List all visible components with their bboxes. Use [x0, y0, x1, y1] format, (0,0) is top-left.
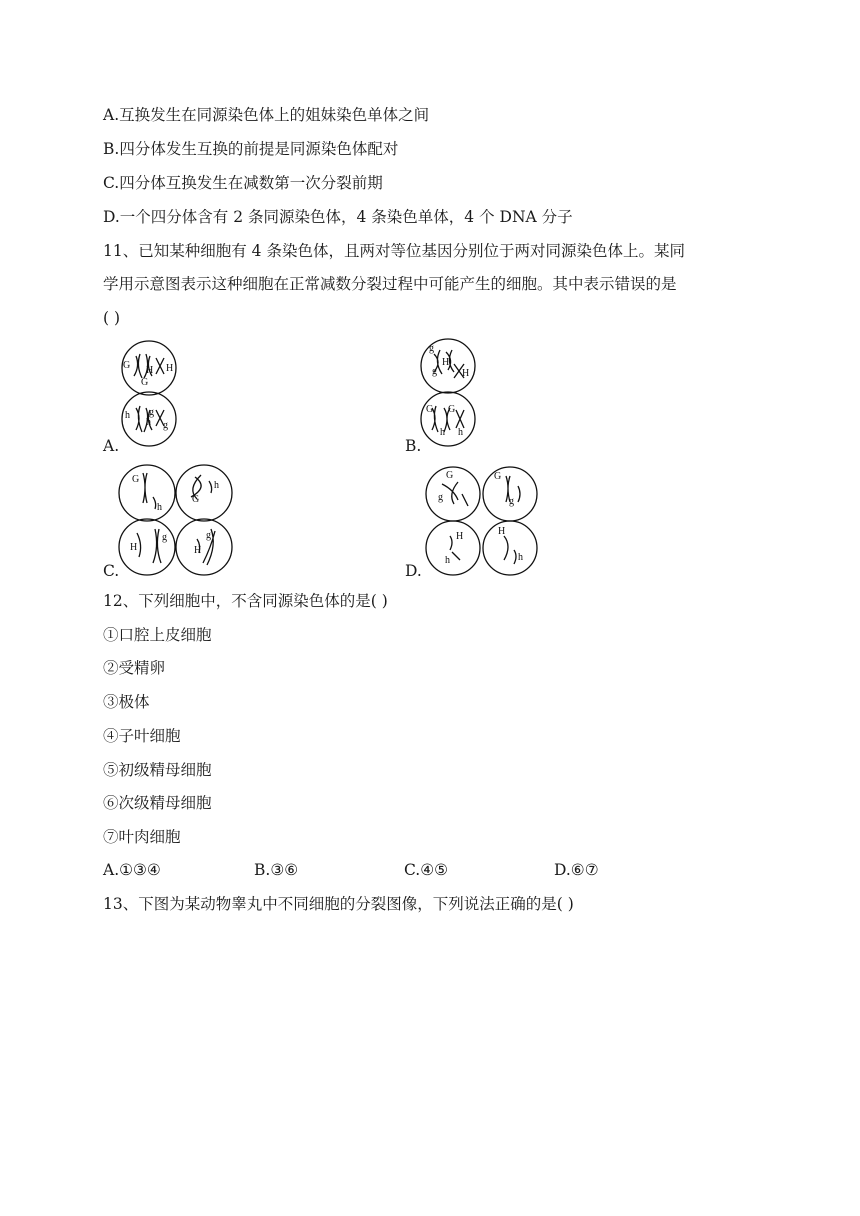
- gene-label: G: [132, 474, 140, 485]
- gene-label: g: [206, 530, 211, 541]
- q12-option-d: D.⑥⑦: [554, 861, 599, 879]
- gene-label: G: [448, 404, 456, 415]
- gene-label: H: [462, 368, 470, 379]
- gene-label: g: [163, 420, 168, 431]
- gene-label: g: [149, 407, 154, 418]
- q11-label-d: D.: [405, 562, 422, 580]
- gene-label: h: [440, 427, 445, 438]
- gene-label: H: [166, 363, 174, 374]
- gene-label: g: [438, 492, 443, 503]
- q11-stem-line2: 学用示意图表示这种细胞在正常减数分裂过程中可能产生的细胞。其中表示错误的是: [103, 275, 677, 293]
- q12-item-6: ⑥次级精母细胞: [103, 794, 212, 812]
- gene-label: g: [162, 532, 167, 543]
- gene-label: g: [429, 343, 434, 354]
- q10-option-d: D.一个四分体含有 2 条同源染色体，4 条染色单体，4 个 DNA 分子: [103, 208, 573, 226]
- gene-label: H: [456, 531, 464, 542]
- gene-label: h: [214, 480, 219, 491]
- q12-option-c: C.④⑤: [404, 861, 449, 879]
- q12-item-1: ①口腔上皮细胞: [103, 626, 212, 644]
- q10-option-b: B.四分体发生互换的前提是同源染色体配对: [103, 140, 399, 158]
- q12-option-a: A.①③④: [103, 861, 161, 879]
- q11-figure-c: [117, 463, 237, 575]
- q11-figure-d: [424, 464, 540, 576]
- gene-label: h: [518, 552, 523, 563]
- gene-label: G: [141, 377, 149, 388]
- q10-option-c: C.四分体互换发生在减数第一次分裂前期: [103, 174, 383, 192]
- gene-label: g: [432, 366, 437, 377]
- gene-label: G: [494, 471, 502, 482]
- gene-label: h: [146, 417, 151, 428]
- q12-option-b: B.③⑥: [254, 861, 299, 879]
- q12-item-7: ⑦叶肉细胞: [103, 828, 181, 846]
- gene-label: G: [426, 404, 434, 415]
- gene-label: G: [192, 494, 200, 505]
- q11-figure-a: [118, 338, 182, 448]
- gene-label: H: [442, 357, 450, 368]
- q12-item-4: ④子叶细胞: [103, 727, 181, 745]
- gene-label: h: [157, 502, 162, 513]
- q12-item-2: ②受精卵: [103, 659, 166, 677]
- q13-stem: 13、下图为某动物睾丸中不同细胞的分裂图像，下列说法正确的是( ): [103, 895, 574, 913]
- gene-label: g: [509, 496, 514, 507]
- q10-option-a: A.互换发生在同源染色体上的姐妹染色单体之间: [103, 106, 430, 124]
- q11-label-c: C.: [103, 562, 120, 580]
- q11-label-b: B.: [405, 437, 422, 455]
- gene-label: h: [458, 427, 463, 438]
- gene-label: h: [445, 555, 450, 566]
- gene-label: H: [194, 545, 202, 556]
- q12-item-5: ⑤初级精母细胞: [103, 761, 212, 779]
- gene-label: G: [446, 470, 454, 481]
- gene-label: H: [498, 526, 506, 537]
- gene-label: H: [130, 542, 138, 553]
- q12-stem: 12、下列细胞中，不含同源染色体的是( ): [103, 592, 388, 610]
- q11-label-a: A.: [103, 437, 120, 455]
- gene-label: h: [125, 410, 130, 421]
- gene-label: H: [146, 365, 154, 376]
- q11-stem-line1: 11、已知某种细胞有 4 条染色体，且两对等位基因分别位于两对同源染色体上。某同: [103, 242, 685, 260]
- q11-figure-b: [420, 336, 484, 448]
- q12-item-3: ③极体: [103, 693, 150, 711]
- q11-stem-line3: ( ): [103, 309, 121, 327]
- gene-label: G: [123, 360, 131, 371]
